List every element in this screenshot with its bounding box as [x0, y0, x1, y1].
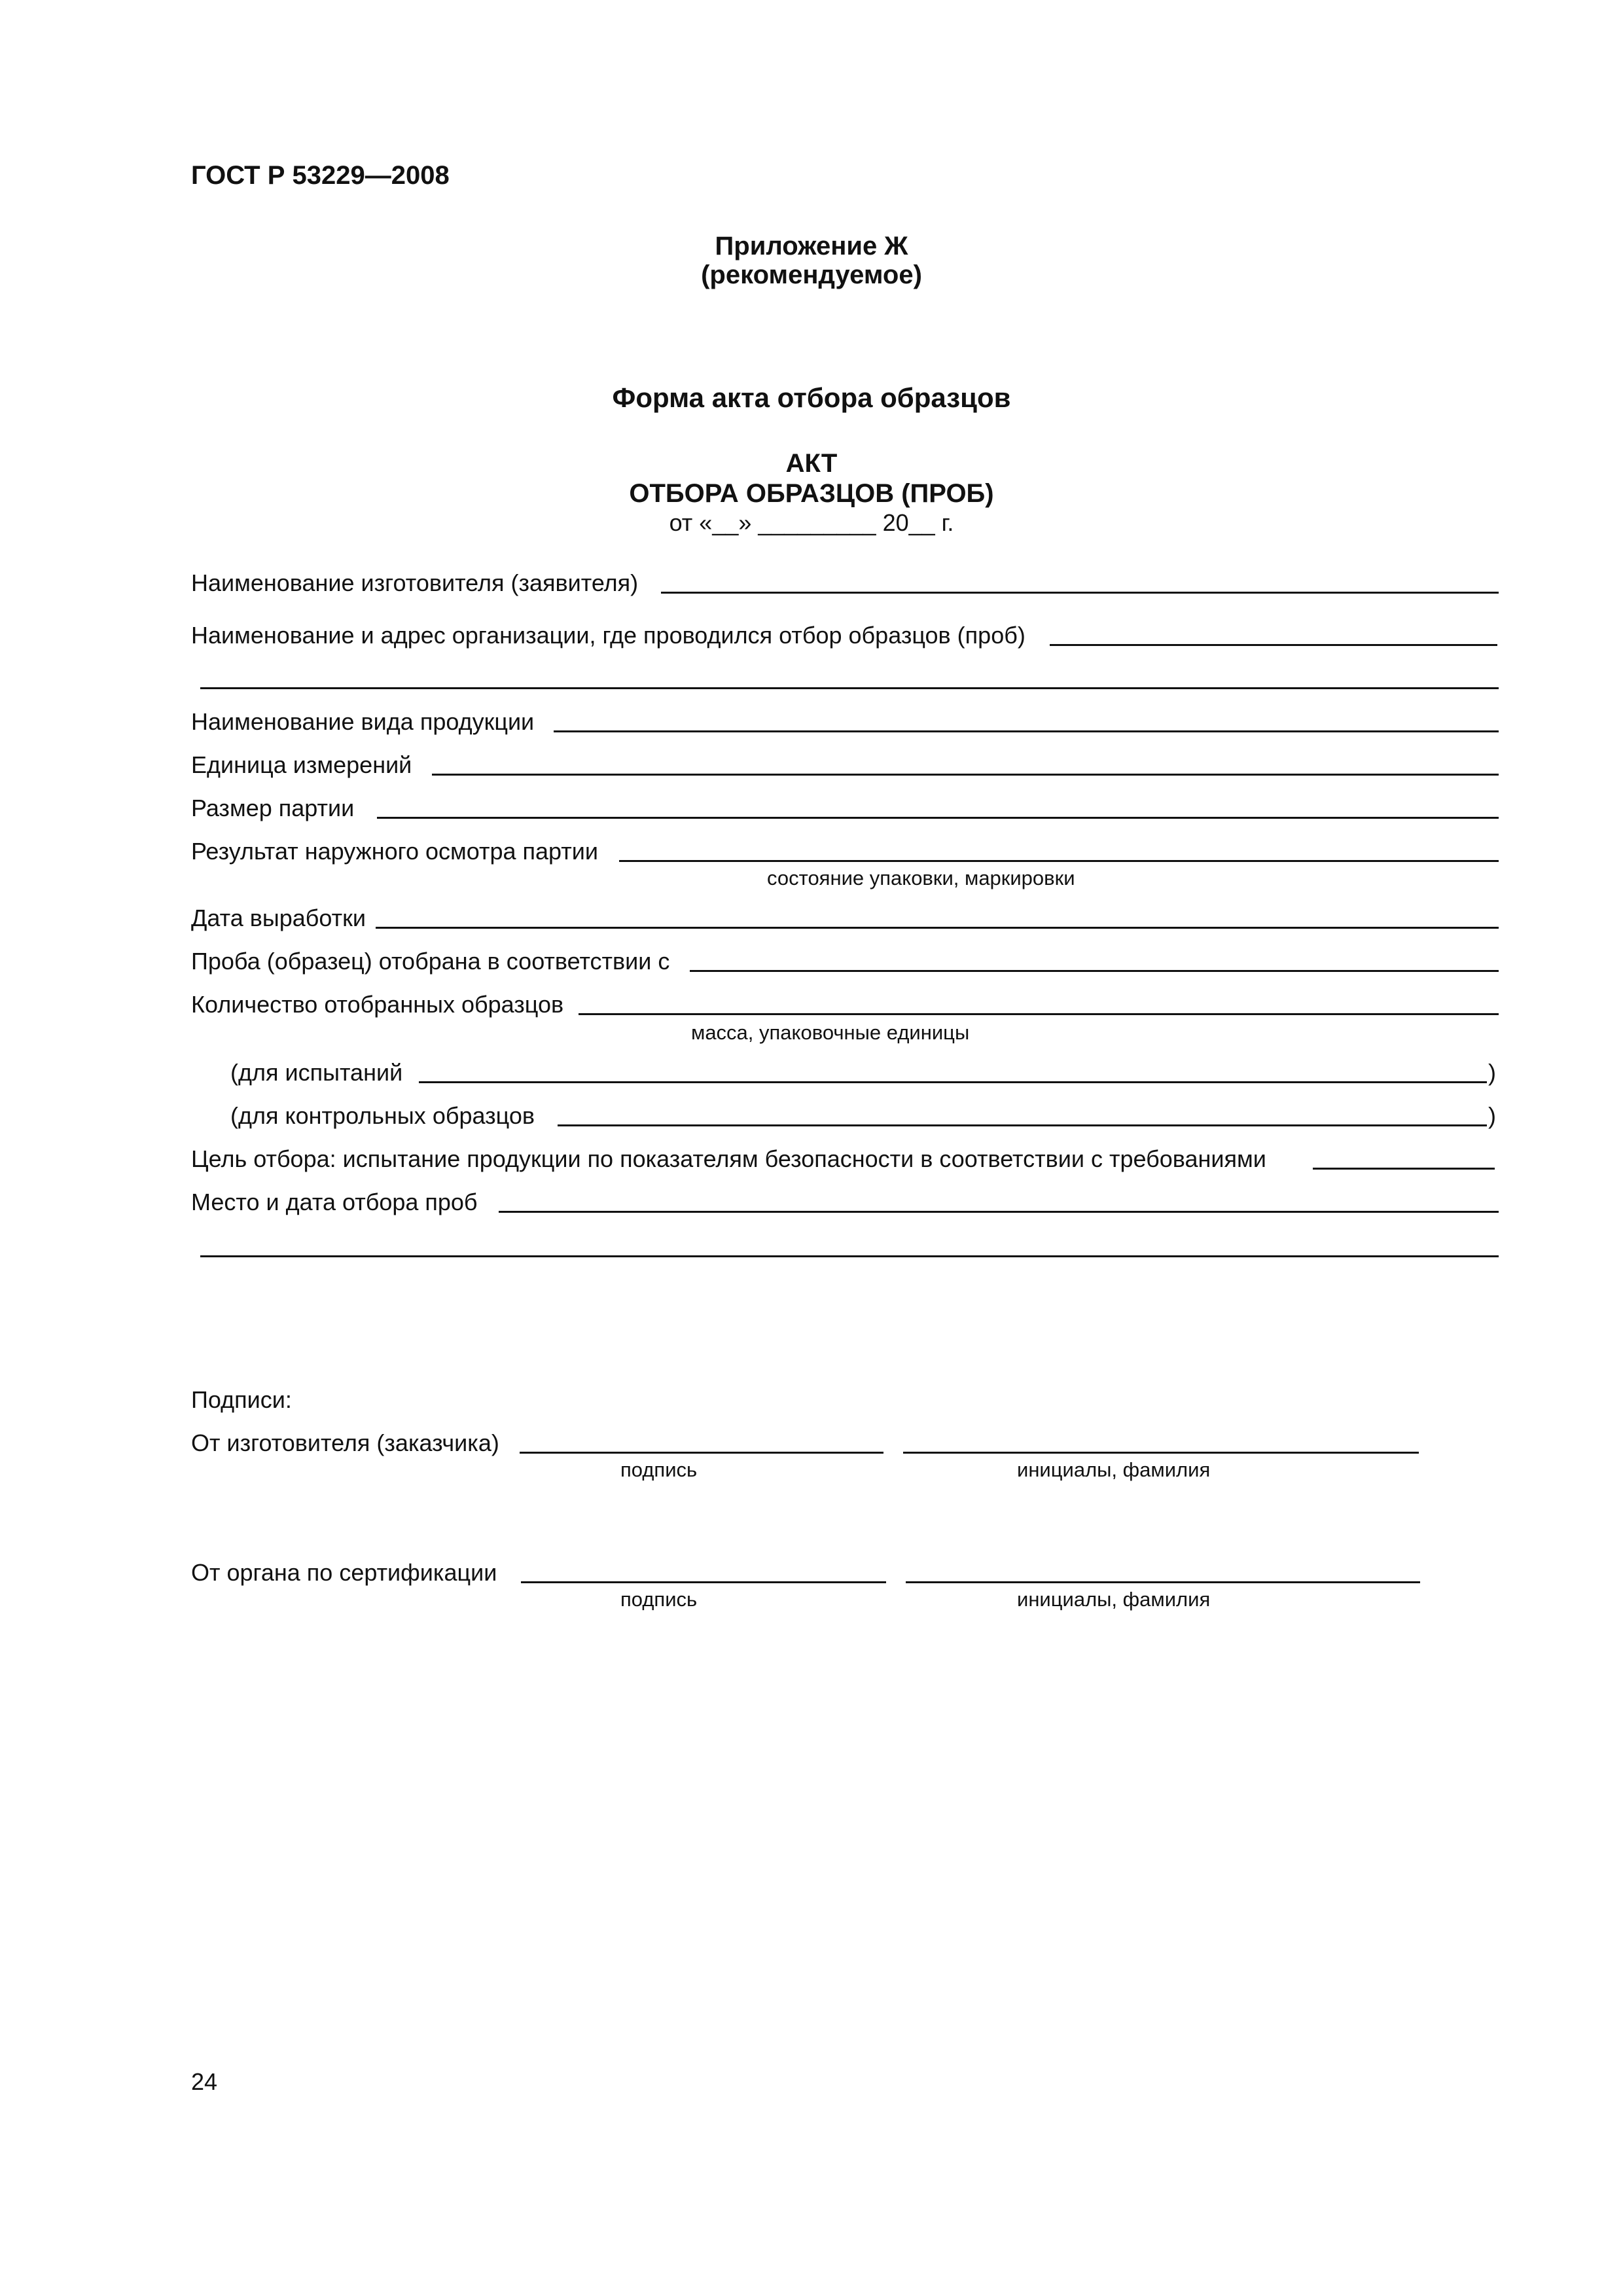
- manufacturer-signature-caption: подпись: [620, 1458, 698, 1481]
- cert-body-name-caption: инициалы, фамилия: [1017, 1588, 1211, 1611]
- cert-body-signature-field[interactable]: [521, 1581, 886, 1583]
- inspection-caption: состояние упаковки, маркировки: [767, 867, 1075, 889]
- act-subtitle: ОТБОРА ОБРАЗЦОВ (ПРОБ): [629, 479, 994, 508]
- place-date-label: Место и дата отбора проб: [191, 1189, 478, 1215]
- inspection-label: Результат наружного осмотра партии: [191, 838, 598, 865]
- place-date-field-line2[interactable]: [200, 1255, 1499, 1257]
- cert-body-name-field[interactable]: [906, 1581, 1420, 1583]
- from-cert-body-label: От органа по сертификации: [191, 1559, 497, 1586]
- samples-count-caption: масса, упаковочные единицы: [691, 1021, 970, 1044]
- from-manufacturer-label: От изготовителя (заказчика): [191, 1429, 499, 1456]
- unit-label: Единица измерений: [191, 751, 412, 778]
- sampled-per-label: Проба (образец) отобрана в соответствии с: [191, 948, 670, 975]
- inspection-field[interactable]: [619, 860, 1499, 862]
- manufacturer-name-caption: инициалы, фамилия: [1017, 1458, 1211, 1481]
- for-control-close-paren: ): [1488, 1102, 1496, 1129]
- act-title: АКТ: [785, 449, 838, 478]
- batch-size-label: Размер партии: [191, 795, 355, 821]
- act-date-line: от «__» _________ 20__ г.: [669, 509, 954, 536]
- document-code: ГОСТ Р 53229—2008: [191, 161, 450, 190]
- product-type-field[interactable]: [554, 730, 1499, 732]
- for-tests-label: (для испытаний: [230, 1059, 403, 1086]
- manufacturer-name-field[interactable]: [903, 1452, 1419, 1454]
- organization-label: Наименование и адрес организации, где проводился отбор образцов (проб): [191, 622, 1026, 649]
- place-date-field[interactable]: [499, 1211, 1499, 1213]
- samples-count-field[interactable]: [579, 1013, 1499, 1015]
- organization-field[interactable]: [1050, 644, 1497, 646]
- production-date-field[interactable]: [376, 927, 1499, 929]
- for-control-field[interactable]: [558, 1124, 1487, 1126]
- unit-field[interactable]: [432, 774, 1499, 776]
- appendix-title: Приложение Ж: [715, 232, 908, 260]
- production-date-label: Дата выработки: [191, 905, 366, 931]
- samples-count-label: Количество отобранных образцов: [191, 991, 564, 1018]
- organization-field-line2[interactable]: [200, 687, 1499, 689]
- signatures-heading: Подписи:: [191, 1386, 292, 1413]
- appendix-status: (рекомендуемое): [701, 260, 922, 289]
- batch-size-field[interactable]: [377, 817, 1499, 819]
- for-tests-field[interactable]: [419, 1081, 1487, 1083]
- manufacturer-field[interactable]: [661, 592, 1499, 594]
- purpose-label: Цель отбора: испытание продукции по показателям безопасности в соответствии с требованиями: [191, 1145, 1266, 1172]
- page-number: 24: [191, 2068, 218, 2095]
- purpose-field[interactable]: [1313, 1168, 1495, 1170]
- manufacturer-label: Наименование изготовителя (заявителя): [191, 569, 639, 596]
- cert-body-signature-caption: подпись: [620, 1588, 698, 1611]
- manufacturer-signature-field[interactable]: [520, 1452, 883, 1454]
- product-type-label: Наименование вида продукции: [191, 708, 535, 735]
- for-control-label: (для контрольных образцов: [230, 1102, 535, 1129]
- sampled-per-field[interactable]: [690, 970, 1499, 972]
- form-title: Форма акта отбора образцов: [612, 382, 1011, 413]
- for-tests-close-paren: ): [1488, 1059, 1496, 1086]
